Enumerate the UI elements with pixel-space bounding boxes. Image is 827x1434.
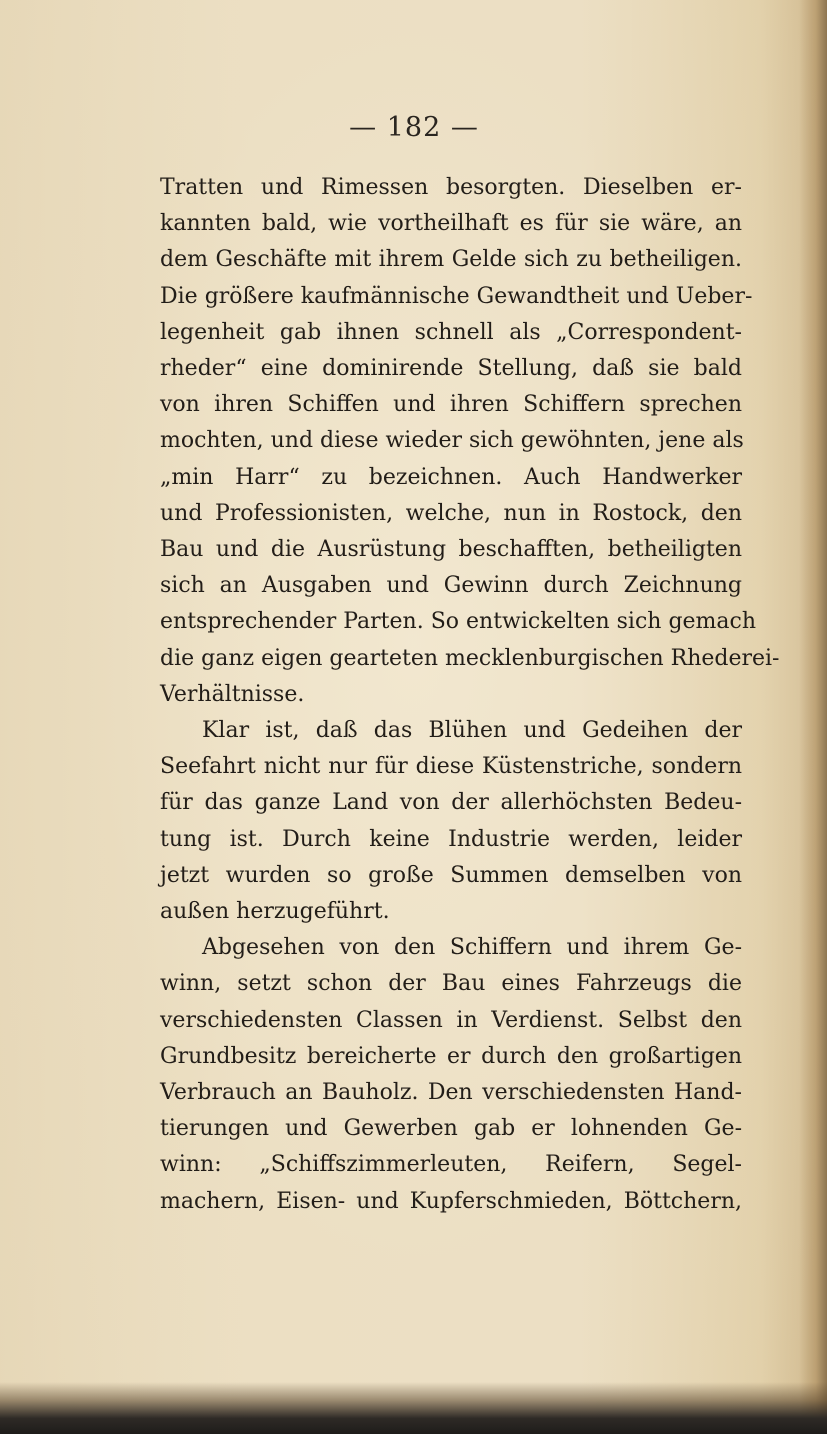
text-line: kannten bald, wie vortheilhaft es für sie wäre, an xyxy=(160,211,742,237)
text-line: Grundbesitz bereicherte er durch den großartigen xyxy=(160,1043,742,1069)
text-line: legenheit gab ihnen schnell als „Correspondent- xyxy=(160,319,742,345)
text-line: tung ist. Durch keine Industrie werden, leider xyxy=(160,826,742,852)
text-line: entsprechender Parten. So entwickelten sich gemach xyxy=(160,609,757,635)
text-line: jetzt wurden so große Summen demselben von xyxy=(160,862,742,888)
body-text xyxy=(160,170,780,1220)
text-line: Klar ist, daß das Blühen und Gedeihen der xyxy=(202,718,742,744)
text-line: von ihren Schiffen und ihren Schiffern sprechen xyxy=(160,392,742,418)
page-edge-shadow xyxy=(799,0,827,1434)
text-line: mochten, und diese wieder sich gewöhnten, jene als xyxy=(160,428,744,454)
scan-bottom-edge xyxy=(0,1382,827,1434)
text-line: Tratten und Rimessen besorgten. Dieselben er- xyxy=(160,175,742,200)
text-line: Verhältnisse. xyxy=(160,681,305,707)
text-line: rheder“ eine dominirende Stellung, daß sie bald xyxy=(160,356,742,382)
text-line: machern, Eisen- und Kupferschmieden, Böttchern, xyxy=(160,1188,742,1214)
text-line: verschiedensten Classen in Verdienst. Selbst den xyxy=(160,1007,742,1033)
page-number: — 182 — xyxy=(349,112,479,143)
text-line: Abgesehen von den Schiffern und ihrem Ge- xyxy=(202,935,742,961)
text-line: Seefahrt nicht nur für diese Küstenstriche, sondern xyxy=(160,754,742,780)
text-line: dem Geschäfte mit ihrem Gelde sich zu betheiligen. xyxy=(160,247,742,273)
text-line: für das ganze Land von der allerhöchsten Bedeu- xyxy=(160,790,742,816)
text-line: sich an Ausgaben und Gewinn durch Zeichnung xyxy=(160,573,742,599)
text-line: winn, setzt schon der Bau eines Fahrzeugs die xyxy=(160,971,742,997)
text-line: Die größere kaufmännische Gewandtheit und Ueber- xyxy=(160,283,753,309)
text-line: „min Harr“ zu bezeichnen. Auch Handwerker xyxy=(160,464,742,490)
text-line: Verbrauch an Bauholz. Den verschiedensten Hand- xyxy=(160,1080,742,1106)
text-line: die ganz eigen gearteten mecklenburgischen Rhederei- xyxy=(160,645,780,671)
text-line: und Professionisten, welche, nun in Rostock, den xyxy=(160,500,742,526)
text-line: Bau und die Ausrüstung beschafften, betheiligten xyxy=(160,537,742,563)
text-line: außen herzugeführt. xyxy=(160,899,390,925)
text-line: tierungen und Gewerben gab er lohnenden Ge- xyxy=(160,1116,742,1142)
text-line: winn: „Schiffszimmerleuten, Reifern, Segel- xyxy=(160,1152,742,1178)
